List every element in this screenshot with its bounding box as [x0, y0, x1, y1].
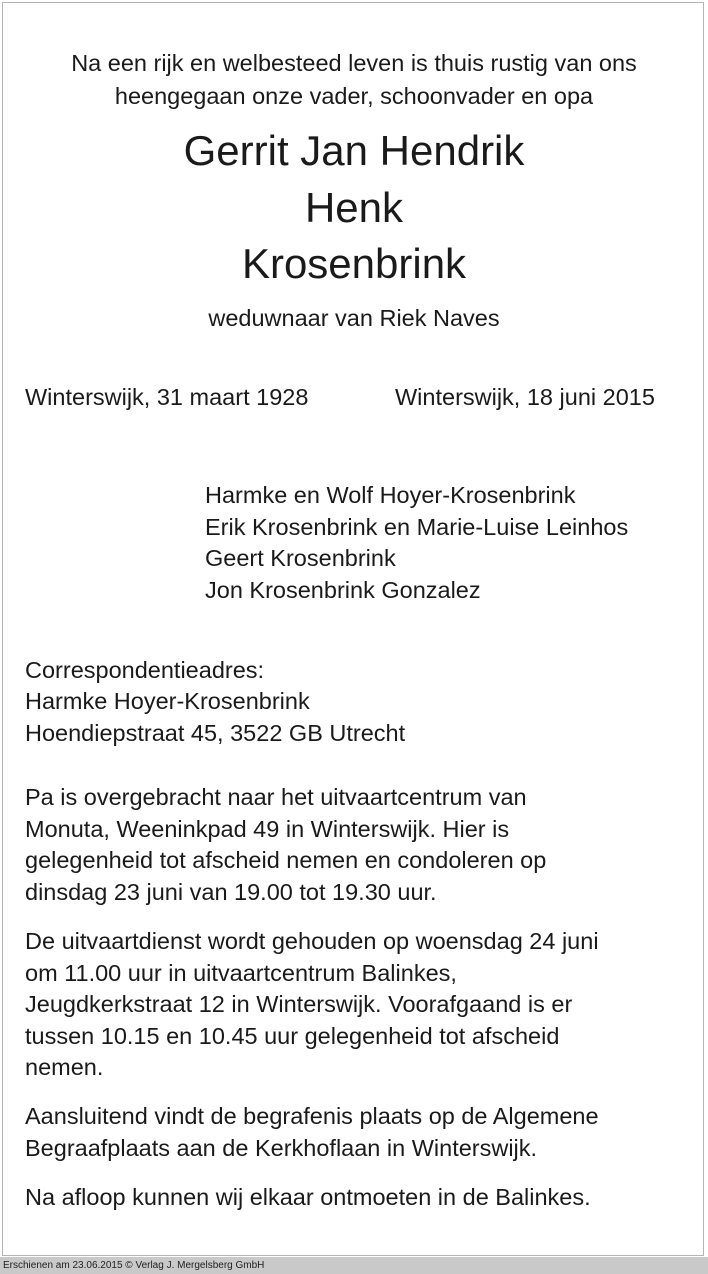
death-place-date: Winterswijk, 18 juni 2015 — [395, 384, 655, 410]
paragraph-line: Jeugdkerkstraat 12 in Winterswijk. Voorafgaand is er — [25, 991, 573, 1017]
family-member: Erik Krosenbrink en Marie-Luise Leinhos — [205, 514, 629, 540]
paragraph-line: Begraafplaats aan de Kerkhoflaan in Winterswijk. — [25, 1135, 538, 1161]
paragraph-line: Pa is overgebracht naar het uitvaartcentrum van — [25, 784, 527, 810]
paragraph-line: dinsdag 23 juni van 19.00 tot 19.30 uur. — [25, 879, 437, 905]
deceased-first-names: Gerrit Jan Hendrik — [183, 127, 525, 174]
family-member: Harmke en Wolf Hoyer-Krosenbrink — [205, 482, 576, 508]
paragraph-line: tussen 10.15 en 10.45 uur gelegenheid tot afscheid — [25, 1023, 560, 1049]
intro-line-2: heengegaan onze vader, schoonvader en opa — [114, 83, 594, 109]
paragraph-line: Aansluitend vindt de begrafenis plaats op de Algemene — [25, 1103, 599, 1129]
deceased-surname: Krosenbrink — [241, 240, 467, 287]
paragraph-line: Monuta, Weeninkpad 49 in Winterswijk. Hier is — [25, 816, 510, 842]
intro-line-1: Na een rijk en welbesteed leven is thuis rustig van ons — [71, 50, 637, 76]
widower-of: weduwnaar van Riek Naves — [208, 305, 500, 331]
deceased-nickname: Henk — [304, 184, 404, 231]
family-member: Geert Krosenbrink — [205, 545, 396, 571]
paragraph-line: Na afloop kunnen wij elkaar ontmoeten in de Balinkes. — [25, 1184, 591, 1210]
family-member: Jon Krosenbrink Gonzalez — [205, 577, 481, 603]
paragraph-line: gelegenheid tot afscheid nemen en condoleren op — [25, 847, 547, 873]
correspondence-label: Correspondentieadres: — [25, 657, 265, 683]
birth-place-date: Winterswijk, 31 maart 1928 — [25, 384, 309, 410]
correspondence-address: Hoendiepstraat 45, 3522 GB Utrecht — [25, 720, 406, 746]
publication-footer: Erschienen am 23.06.2015 © Verlag J. Mergelsberg GmbH — [0, 1257, 708, 1274]
paragraph-line: nemen. — [25, 1054, 104, 1080]
paragraph-line: om 11.00 uur in uitvaartcentrum Balinkes, — [25, 960, 457, 986]
correspondence-name: Harmke Hoyer-Krosenbrink — [25, 688, 310, 714]
paragraph-line: De uitvaartdienst wordt gehouden op woensdag 24 juni — [25, 928, 599, 954]
